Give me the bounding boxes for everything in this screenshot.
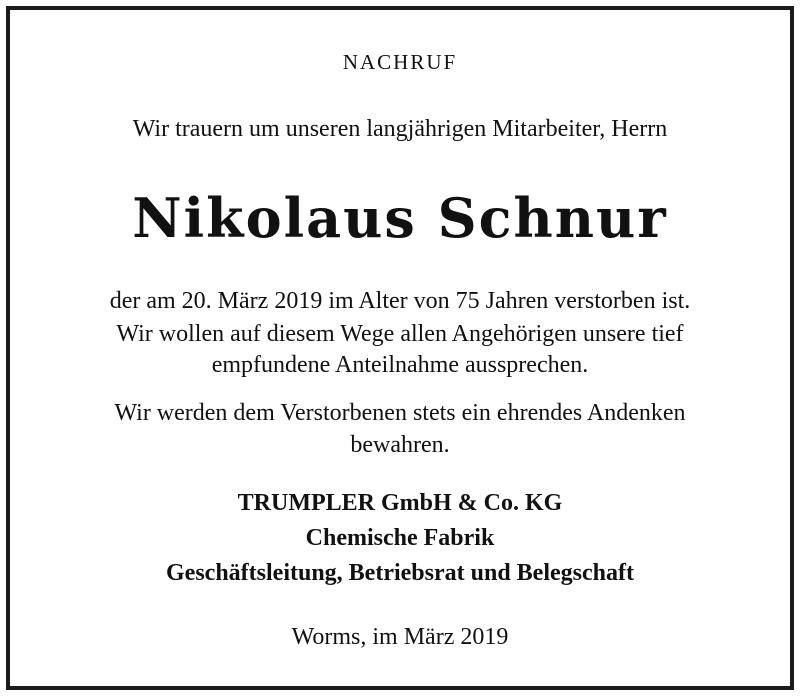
obituary-frame — [6, 6, 794, 690]
body-line: empfundene Anteilnahme aussprechen. — [211, 352, 589, 378]
place-date: Worms, im März 2019 — [291, 624, 509, 650]
organization-name: TRUMPLER GmbH & Co. KG — [237, 490, 563, 516]
body-line: der am 20. März 2019 im Alter von 75 Jahren verstorben ist. — [109, 288, 691, 314]
body-line: Wir wollen auf diesem Wege allen Angehörigen unsere tief — [116, 321, 684, 347]
body-line: bewahren. — [350, 432, 450, 458]
notice-heading: NACHRUF — [342, 50, 458, 74]
body-line: Wir werden dem Verstorbenen stets ein ehrendes Andenken — [114, 400, 686, 426]
deceased-name: Nikolaus Schnur — [132, 186, 668, 250]
organization-signatories: Geschäftsleitung, Betriebsrat und Belegschaft — [166, 560, 634, 586]
intro-line: Wir trauern um unseren langjährigen Mitarbeiter, Herrn — [132, 116, 668, 142]
organization-subtitle: Chemische Fabrik — [305, 525, 495, 551]
